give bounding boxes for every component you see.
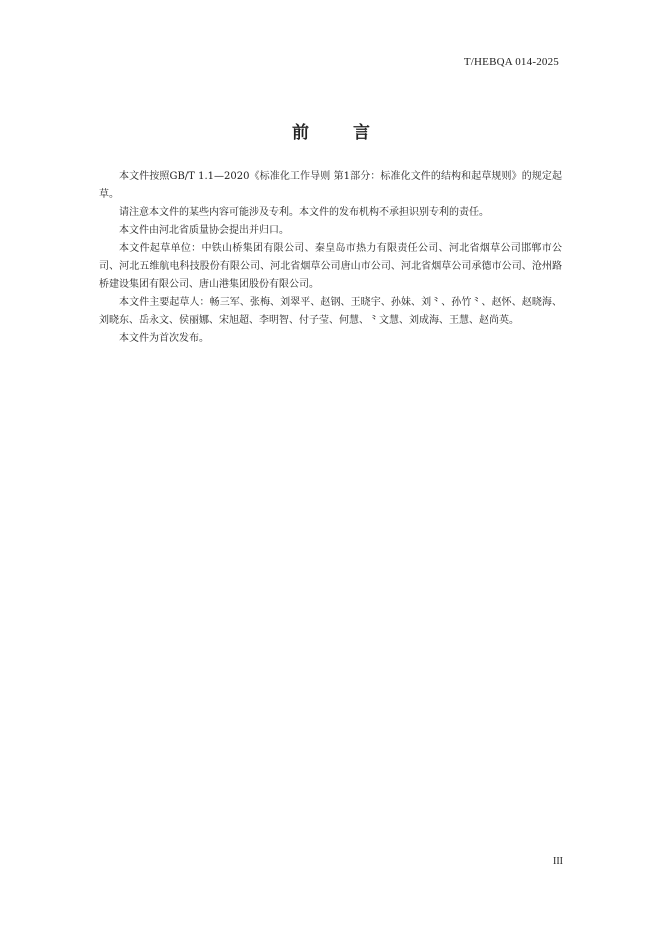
page-number: III: [553, 856, 563, 867]
document-code: T/HEBQA 014-2025: [463, 56, 559, 68]
paragraph-proposer: 本文件由河北省质量协会提出并归口。: [119, 225, 289, 236]
paragraph-drafting-units: 本文件起草单位：中铁山桥集团有限公司、秦皇岛市热力有限责任公司、河北省烟草公司邯郸市公司、河北五维航电科技股份有限公司、河北省烟草公司唐山市公司、河北省烟草公司承德市公司、沧州路桥建设集团有限公司、唐山港集团股份有限公司。: [99, 243, 562, 290]
preface-body: [99, 168, 562, 348]
paragraph-patent-notice: 请注意本文件的某些内容可能涉及专利。本文件的发布机构不承担识别专利的责任。: [119, 207, 489, 218]
paragraph-first-release: 本文件为首次发布。: [119, 333, 209, 344]
paragraph-drafting-rules: 本文件按照GB/T 1.1—2020《标准化工作导则 第1部分：标准化文件的结构和起草规则》的规定起草。: [99, 171, 562, 200]
paragraph-drafters: 本文件主要起草人：畅三军、张梅、刘翠平、赵钢、王晓宇、孙妹、刘⺀、孙竹⺀、赵怀、赵晓海、刘晓东、岳永文、侯丽娜、宋旭超、李明智、付子莹、何慧、⺀文慧、刘成海、王慧、赵尚英。: [99, 297, 562, 326]
page-title: 前 言: [292, 123, 389, 143]
